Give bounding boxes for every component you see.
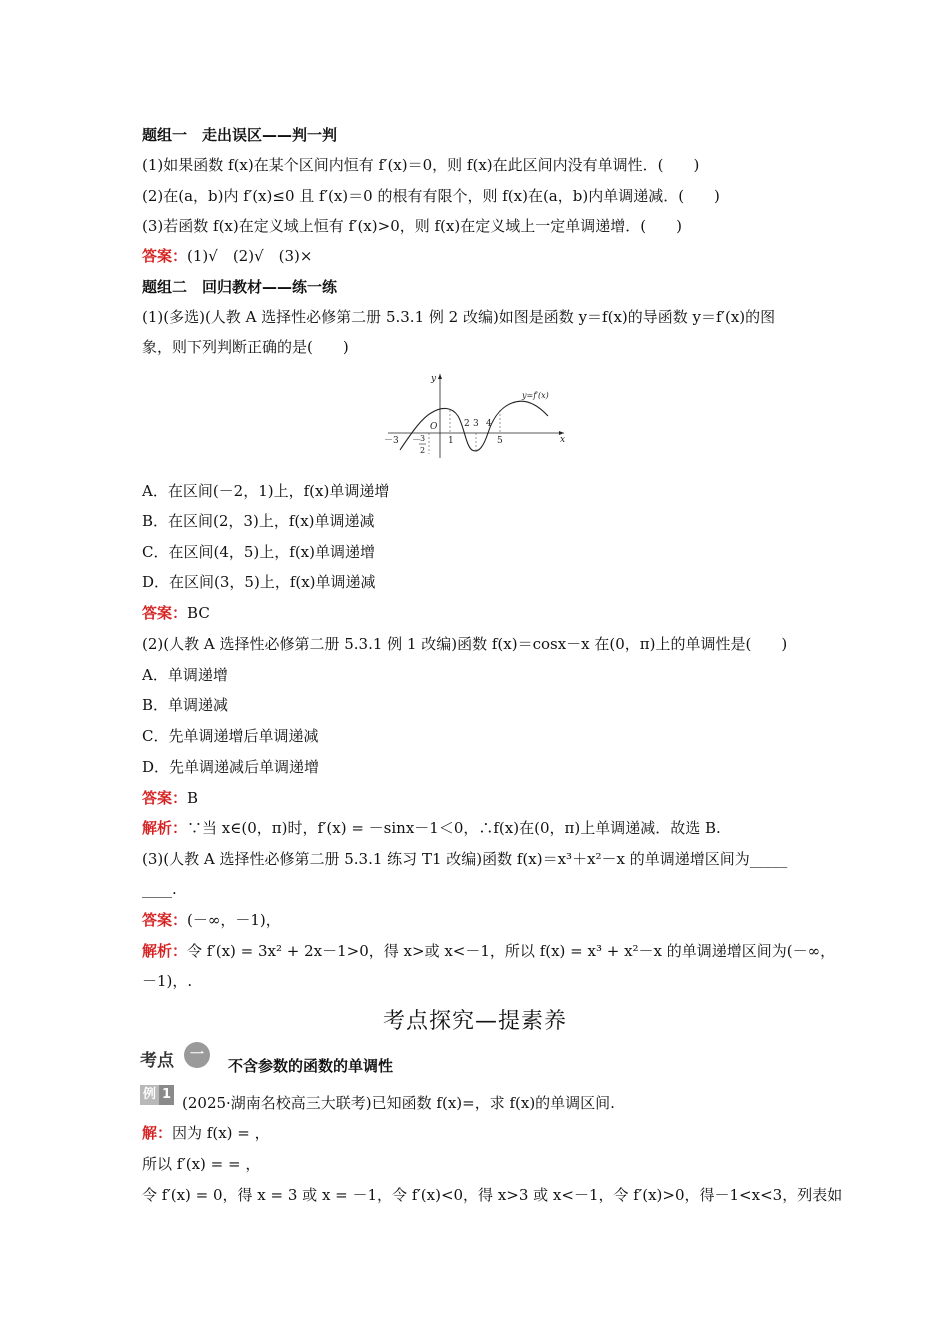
example-badge (140, 1085, 174, 1105)
problem3-line1: (3)(人教 A 选择性必修第二册 5.3.1 练习 T1 改编)函数 f(x)＝x³＋x²－x 的单调递增区间为_____ (142, 850, 788, 868)
kaodian-number-badge: 一 (184, 1042, 210, 1068)
problem3-answer: (－∞，－1)， (187, 911, 281, 929)
answer-label: 答案： (142, 789, 188, 807)
group1-answer-line (142, 246, 830, 266)
solution-line3: 令 f′(x) = 0，得 x = 3 或 x = －1，令 f′(x)<0，得 x>3 或 x<－1，令 f′(x)>0，得－1<x<3，列表如 (142, 1186, 843, 1204)
problem2-option-a: A．单调递增 (142, 666, 228, 684)
analysis-label: 解析： (142, 819, 188, 837)
problem2-line: (2)(人教 A 选择性必修第二册 5.3.1 例 1 改编)函数 f(x)＝cosx－x 在(0，π)上的单调性是( ) (142, 635, 788, 653)
y-axis-label: y (431, 374, 437, 384)
kaodian-label: 考点 (140, 1051, 174, 1071)
solution-line2: 所以 f′(x) = = ， (142, 1155, 261, 1173)
tick-label-neg3-2-sign: － (412, 436, 422, 446)
kaodian-title: 不含参数的函数的单调性 (228, 1057, 394, 1075)
curve-label: y=f′(x) (522, 391, 549, 400)
problem3-analysis-line (142, 941, 836, 961)
section-heading: 考点探究—提素养 (382, 1009, 567, 1034)
answer-label: 答案： (142, 911, 188, 929)
y-axis-arrow-icon (438, 374, 442, 379)
group1-question-1: (1)如果函数 f(x)在某个区间内恒有 f′(x)＝0，则 f(x)在此区间内没有单调性．( ) (142, 156, 700, 174)
example-text: (2025·湖南名校高三大联考)已知函数 f(x)=，求 f(x)的单调区间. (182, 1094, 615, 1112)
problem1-answer-line (142, 603, 830, 623)
tick-label-neg3-2-num: 3 (420, 434, 426, 443)
solution-line1 (142, 1123, 830, 1143)
group1-answer: (1)√ (2)√ (3)× (187, 247, 313, 265)
problem1-option-c: C．在区间(4，5)上，f(x)单调递增 (142, 543, 375, 561)
problem2-option-b: B．单调递减 (142, 696, 229, 714)
solution-text-1: 因为 f(x) = ， (172, 1124, 270, 1142)
problem2-analysis-line (142, 818, 830, 838)
problem3-analysis-2: －1)，. (142, 972, 193, 990)
problem1-option-d: D．在区间(3，5)上，f(x)单调递减 (142, 573, 376, 591)
problem2-analysis: ∵当 x∈(0，π)时，f′(x) = －sinx－1＜0，∴f(x)在(0，π)上单调递减．故选 B. (187, 819, 721, 837)
problem2-answer-line (142, 788, 830, 808)
example-number: 1 (159, 1085, 174, 1105)
problem2-answer: B (187, 789, 199, 807)
tick-label-2: 2 (464, 419, 470, 429)
problem1-line2: 象，则下列判断正确的是( ) (142, 338, 349, 356)
problem2-option-c: C．先单调递增后单调递减 (142, 727, 319, 745)
problem1-answer: BC (187, 604, 210, 622)
problem1-option-b: B．在区间(2，3)上，f(x)单调递减 (142, 512, 375, 530)
problem1-line1: (1)(多选)(人教 A 选择性必修第二册 5.3.1 例 2 改编)如图是函数 y＝f(x)的导函数 y＝f′(x)的图 (142, 308, 776, 326)
tick-label-5: 5 (497, 436, 503, 446)
analysis-label: 解析： (142, 942, 188, 960)
tick-label-3: 3 (473, 419, 479, 429)
problem3-line2: ____. (142, 880, 177, 898)
group2-title: 题组二 回归教材——练一练 (142, 278, 338, 296)
problem3-answer-line (142, 910, 830, 930)
tick-label-neg3-2-den: 2 (420, 446, 426, 455)
answer-label: 答案： (142, 247, 188, 265)
problem3-analysis-1: 令 f′(x) = 3x² + 2x－1>0，得 x>或 x<－1，所以 f(x) = x³ + x²－x 的单调递增区间为(－∞， (187, 942, 836, 960)
problem1-option-a: A．在区间(－2，1)上，f(x)单调递增 (142, 482, 390, 500)
answer-label: 答案： (142, 604, 188, 622)
solution-label: 解： (142, 1124, 173, 1142)
origin-label: O (430, 422, 438, 432)
group1-question-3: (3)若函数 f(x)在定义域上恒有 f′(x)>0，则 f(x)在定义域上一定单调递增．( ) (142, 217, 682, 235)
derivative-graph-figure (384, 370, 574, 460)
group1-title: 题组一 走出误区——判一判 (142, 126, 338, 144)
example-label: 例 (140, 1085, 159, 1105)
tick-label-1: 1 (448, 436, 454, 446)
tick-label-4: 4 (486, 419, 492, 429)
x-axis-label: x (560, 435, 566, 445)
tick-label-neg3: －3 (384, 436, 399, 446)
group1-question-2: (2)在(a，b)内 f′(x)≤0 且 f′(x)＝0 的根有有限个，则 f(x)在(a，b)内单调递减．( ) (142, 187, 720, 205)
problem2-option-d: D．先单调递减后单调递增 (142, 758, 320, 776)
